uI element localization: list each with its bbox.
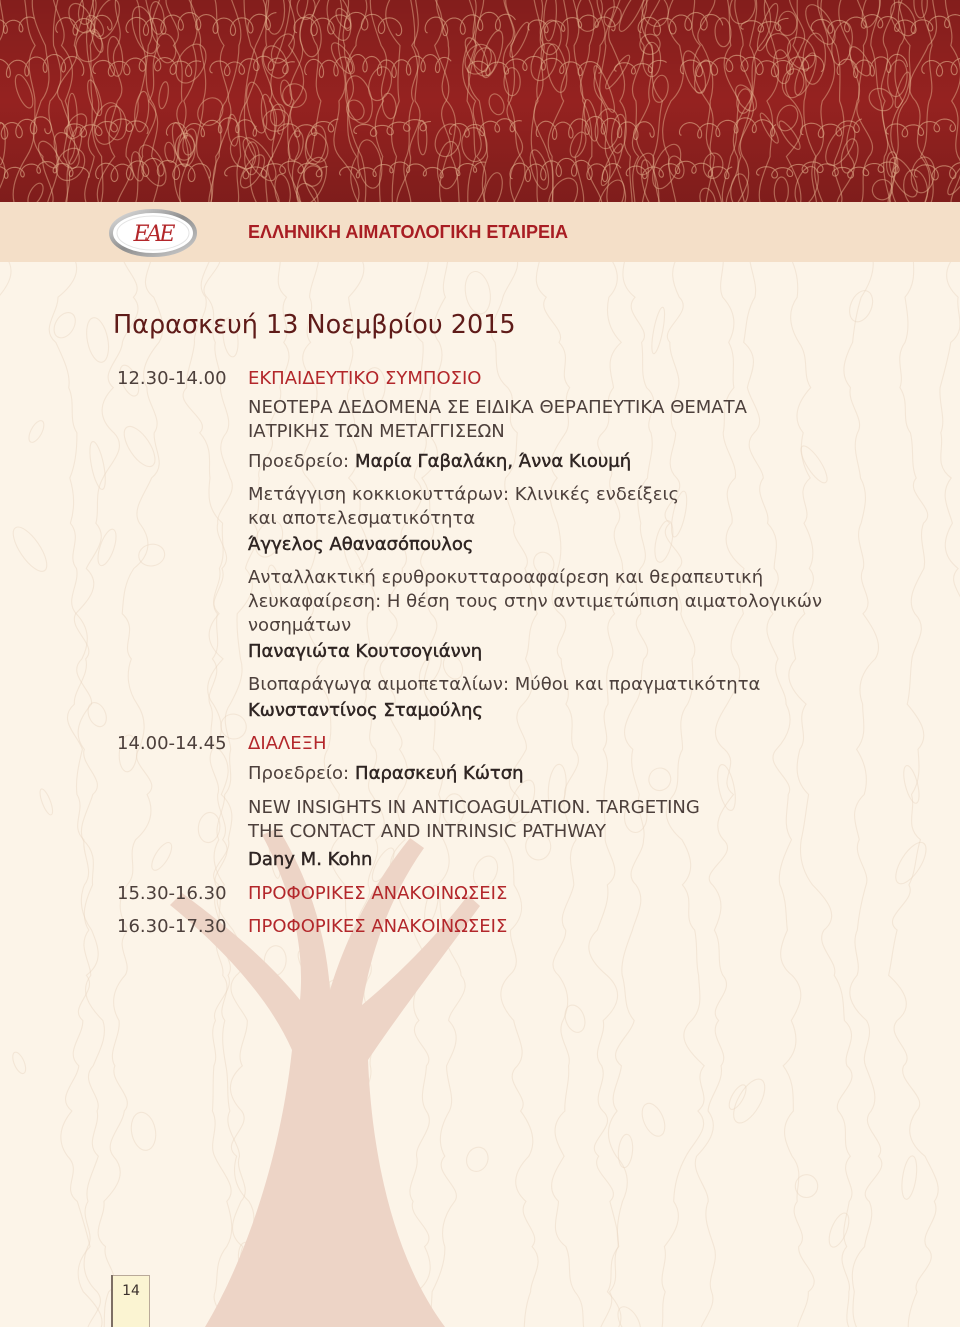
session-header [117,882,960,906]
session-lecture [0,732,960,872]
talk-title-line: THE CONTACT AND INTRINSIC PATHWAY [248,821,607,842]
organization-name: ΕΛΛΗΝΙΚΗ ΑΙΜΑΤΟΛΟΓΙΚΗ ΕΤΑΙΡΕΙΑ [248,222,569,242]
background-swirl-loop [10,1050,28,1075]
session-time: 12.30-14.00 [117,368,227,389]
chairs-label: Προεδρείο: [248,451,350,472]
chairs-names: Μαρία Γαβαλάκη, Άννα Κιουμή [355,451,632,472]
session-oral-presentations [0,915,960,939]
talk-title-line: NEW INSIGHTS IN ANTICOAGULATION. TARGETING [248,797,700,818]
talk [248,673,960,723]
session-educational-symposium [0,367,960,723]
session-header [117,367,960,391]
session-time: 14.00-14.45 [117,733,227,754]
decorative-banner [0,0,960,202]
speaker-name: Παναγιώτα Κουτσογιάννη [248,641,483,662]
session-header [117,732,960,756]
society-logo [108,208,198,258]
background-swirl-loop [463,1144,491,1174]
session-title-line: ΙΑΤΡΙΚΗΣ ΤΩΝ ΜΕΤΑΓΓΙΣΕΩΝ [248,421,505,442]
session-chairs [248,762,960,786]
talk-title-line: λευκαφαίρεση: Η θέση τους στην αντιμετώπιση αιματολογικών [248,591,823,612]
chairs-names: Παρασκευή Κώτση [355,763,524,784]
background-swirl-loop [825,1210,853,1249]
page-number: 14 [113,1275,150,1327]
logo-lettering: ΕΑΕ [133,222,173,247]
speaker-name: Dany M. Kohn [248,849,373,870]
session-type: ΔΙΑΛΕΞΗ [248,733,327,754]
session-chairs [248,450,960,474]
talk-title-line: Βιοπαράγωγα αιμοπεταλίων: Μύθοι και πραγματικότητα [248,674,761,695]
speaker-name: Άγγελος Αθανασόπουλος [248,534,474,555]
program-schedule [0,367,960,939]
background-swirl-loop [638,1100,670,1140]
background-swirl-loop [83,316,112,364]
background-swirl-loop [845,287,877,325]
talk-title-line: και αποτελεσματικότητα [248,508,476,529]
speaker-name: Κωνσταντίνος Σταμούλης [248,700,483,721]
talk-title-line: Μετάγγιση κοκκιοκυττάρων: Κλινικές ενδείξεις [248,484,680,505]
session-title [248,396,960,444]
talk-title-line: Ανταλλακτική ερυθροκυτταροαφαίρεση και θεραπευτική [248,567,764,588]
talk [248,483,960,557]
session-type: ΠΡΟΦΟΡΙΚΕΣ ΑΝΑΚΟΙΝΩΣΕΙΣ [248,916,508,937]
session-time: 16.30-17.30 [117,916,227,937]
background-swirl-loop [899,1155,919,1200]
background-swirl-loop [726,1082,749,1112]
talk-title-line: νοσημάτων [248,615,352,636]
background-swirl-loop [128,1110,159,1152]
background-swirl-loop [649,306,667,354]
session-type: ΕΚΠΑΙΔΕΥΤΙΚΟ ΣΥΜΠΟΣΙΟ [248,368,482,389]
session-time: 15.30-16.30 [117,883,227,904]
chairs-label: Προεδρείο: [248,763,350,784]
session-header [117,915,960,939]
background-swirl-loop [727,1074,771,1127]
talk [248,566,960,664]
session-type: ΠΡΟΦΟΡΙΚΕΣ ΑΝΑΚΟΙΝΩΣΕΙΣ [248,883,508,904]
background-swirl-loop [562,1002,589,1035]
talk [248,796,960,872]
session-title-line: ΝΕΟΤΕΡΑ ΔΕΔΟΜΕΝΑ ΣΕ ΕΙΔΙΚΑ ΘΕΡΑΠΕΥΤΙΚΑ ΘΕΜΑΤΑ [248,397,747,418]
background-swirl-loop [617,1134,634,1169]
date-title: Παρασκευή 13 Νοεμβρίου 2015 [113,310,516,340]
session-oral-presentations [0,882,960,906]
